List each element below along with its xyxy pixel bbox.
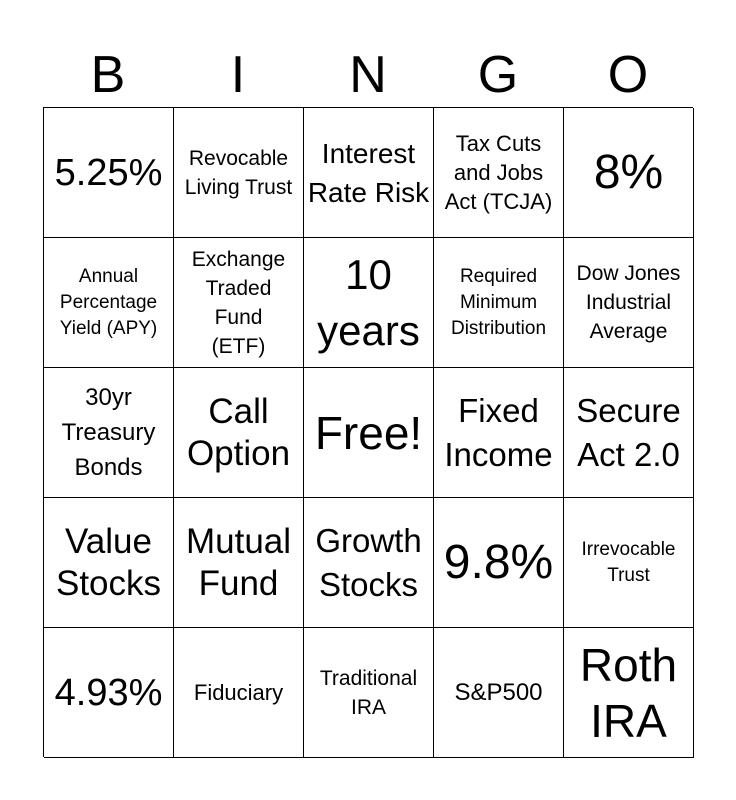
- cell-text: Value Stocks: [55, 521, 162, 603]
- cell-text: 4.93%: [54, 671, 163, 714]
- bingo-cell[interactable]: [434, 628, 564, 758]
- bingo-cell[interactable]: [304, 238, 434, 368]
- cell-text: 30yr Treasury Bonds: [61, 384, 156, 481]
- cell-text: 10 years: [317, 250, 420, 354]
- cell-text: Irrevocable Trust: [581, 538, 676, 586]
- cell-text: S&P500: [454, 679, 543, 706]
- bingo-cell[interactable]: [44, 368, 174, 498]
- bingo-cell[interactable]: [44, 238, 174, 368]
- bingo-cell[interactable]: [44, 628, 174, 758]
- cell-text: Traditional IRA: [319, 666, 418, 719]
- bingo-cell[interactable]: [434, 368, 564, 498]
- cell-text: Interest Rate Risk: [307, 137, 430, 208]
- cell-text: 5.25%: [54, 151, 163, 194]
- cell-text: Exchange Traded Fund (ETF): [191, 247, 286, 358]
- cell-text: Tax Cuts and Jobs Act (TCJA): [444, 131, 553, 214]
- bingo-cell[interactable]: [174, 238, 304, 368]
- bingo-cell[interactable]: [304, 108, 434, 238]
- header-letter-n: N: [349, 46, 387, 104]
- bingo-cell[interactable]: [564, 108, 694, 238]
- bingo-cell[interactable]: [434, 238, 564, 368]
- cell-text: Fixed Income: [444, 391, 553, 473]
- bingo-cell[interactable]: [434, 108, 564, 238]
- bingo-cell[interactable]: [564, 368, 694, 498]
- cell-text: 8%: [593, 145, 664, 199]
- bingo-cell[interactable]: [564, 238, 694, 368]
- bingo-cell[interactable]: [174, 628, 304, 758]
- header-letter-i: I: [230, 46, 246, 104]
- cell-text: Required Minimum Distribution: [450, 265, 547, 339]
- cell-text: Call Option: [186, 391, 291, 473]
- cell-text: Roth IRA: [579, 638, 678, 747]
- bingo-cell[interactable]: [174, 498, 304, 628]
- cell-text: Mutual Fund: [185, 521, 292, 603]
- bingo-cell[interactable]: [44, 498, 174, 628]
- bingo-cell[interactable]: [304, 368, 434, 498]
- bingo-cell[interactable]: [174, 108, 304, 238]
- bingo-card-grid: [43, 107, 693, 757]
- cell-text: Annual Percentage Yield (APY): [59, 265, 158, 339]
- bingo-cell[interactable]: [304, 628, 434, 758]
- bingo-cell[interactable]: [304, 498, 434, 628]
- cell-text: Revocable Living Trust: [184, 146, 293, 199]
- cell-text: Fiduciary: [193, 680, 284, 705]
- bingo-cell[interactable]: [434, 498, 564, 628]
- cell-text: Free!: [314, 406, 423, 459]
- cell-text: Secure Act 2.0: [576, 391, 681, 473]
- header-letter-o: O: [607, 46, 649, 104]
- header-letter-g: G: [477, 46, 519, 104]
- bingo-cell[interactable]: [564, 498, 694, 628]
- bingo-cell[interactable]: [44, 108, 174, 238]
- cell-text: Growth Stocks: [315, 521, 422, 603]
- bingo-header: [43, 44, 693, 106]
- header-letter-b: B: [90, 46, 126, 104]
- cell-text: 9.8%: [443, 535, 554, 589]
- bingo-cell[interactable]: [564, 628, 694, 758]
- cell-text: Dow Jones Industrial Average: [576, 262, 681, 343]
- bingo-cell[interactable]: [174, 368, 304, 498]
